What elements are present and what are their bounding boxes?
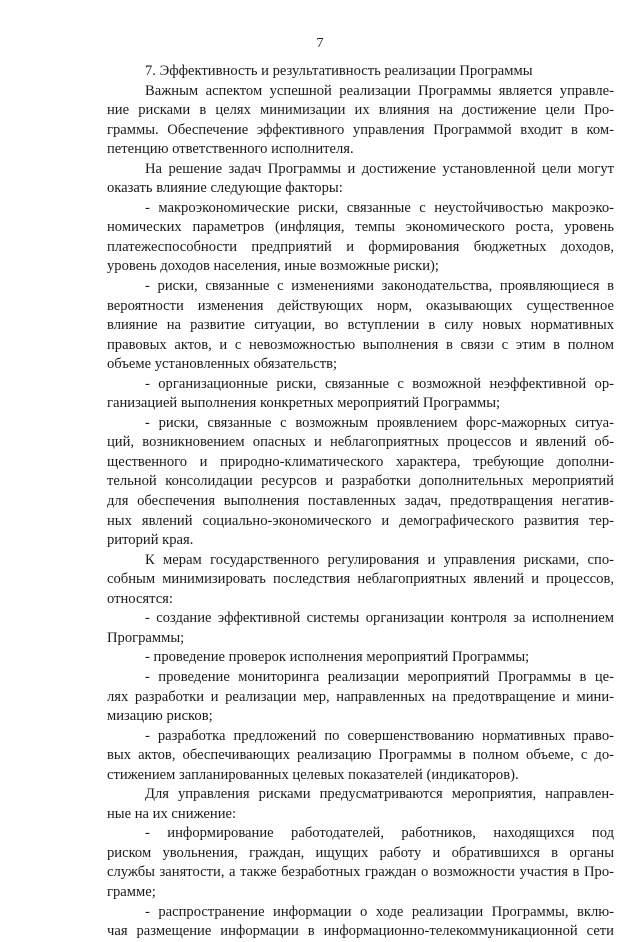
text-line: - проведение проверок исполнения мероприятий Программы;	[145, 649, 530, 666]
paragraph	[107, 414, 614, 551]
text-line: мизацию рисков;	[107, 708, 213, 725]
text-line: уровень доходов населения, иные возможные риски);	[107, 258, 439, 275]
paragraph	[107, 160, 614, 199]
text-line: - проведение мониторинга реализации мероприятий Программы в це-	[145, 668, 614, 685]
paragraph	[107, 668, 614, 727]
paragraph	[107, 277, 614, 375]
text-line: петенцию ответственного исполнителя.	[107, 141, 354, 158]
paragraph	[107, 824, 614, 902]
page-number: 7	[316, 36, 324, 51]
text-line: - разработка предложений по совершенствованию нормативных право-	[145, 727, 614, 744]
text-line: тельной консолидации ресурсов и разработки дополнительных мероприятий	[107, 473, 614, 490]
paragraph	[107, 199, 614, 277]
text-line: - макроэкономические риски, связанные с неустойчивостью макроэко-	[145, 199, 614, 216]
text-line: - организационные риски, связанные с возможной неэффективной ор-	[145, 375, 614, 392]
text-line: стижением запланированных целевых показателей (индикаторов).	[107, 766, 519, 783]
text-line: чая размещение информации в информационно-телекоммуникационной сети	[107, 923, 614, 940]
text-line: влияние на развитие ситуации, во вступлении в силу новых нормативных	[107, 317, 614, 334]
text-line: вероятности изменения действующих норм, оказывающих существенное	[107, 297, 614, 314]
text-line: ганизацией выполнения конкретных мероприятий Программы;	[107, 395, 501, 412]
text-line: собным минимизировать последствия неблагоприятных явлений и процессов,	[107, 571, 614, 588]
text-line: ных явлений социально-экономического и демографического развития тер-	[107, 512, 614, 529]
text-line: объеме установленных обязательств;	[107, 356, 338, 373]
text-line: риторий края.	[107, 532, 194, 549]
text-line: - риски, связанные с возможным проявлением форс-мажорных ситуа-	[145, 414, 614, 431]
text-line: вых актов, обеспечивающих реализацию Программы в полном объеме, с до-	[107, 747, 614, 764]
document-body	[107, 62, 614, 942]
text-line: - информирование работодателей, работников, находящихся под	[145, 825, 614, 842]
text-line: лях разработки и реализации мер, направленных на предотвращение и мини-	[107, 688, 614, 705]
text-line: - распространение информации о ходе реализации Программы, вклю-	[145, 903, 614, 920]
text-line: щественного и природно-климатического характера, требующие дополни-	[107, 453, 614, 470]
paragraph	[107, 551, 614, 610]
paragraph	[107, 727, 614, 786]
section-heading	[107, 62, 614, 82]
text-line: 7. Эффективность и результативность реализации Программы	[145, 63, 533, 79]
text-line: платежеспособности предприятий и формирования бюджетных доходов,	[107, 238, 614, 255]
text-line: ций, возникновением опасных и неблагоприятных процессов и явлений об-	[107, 434, 614, 451]
text-line: На решение задач Программы и достижение установленной цели могут	[145, 160, 614, 177]
text-line: Для управления рисками предусматриваются мероприятия, направлен-	[145, 786, 614, 803]
text-line: риском увольнения, граждан, ищущих работу и обратившихся в органы	[107, 844, 614, 861]
paragraph	[107, 609, 614, 648]
paragraph	[107, 785, 614, 824]
text-line: правовых актов, и с невозможностью выполнения в связи с этим в полном	[107, 336, 614, 353]
text-line: - риски, связанные с изменениями законодательства, проявляющиеся в	[145, 278, 614, 295]
text-line: ние рисками в целях минимизации их влияния на достижение цели Про-	[107, 102, 614, 119]
text-line: грамме;	[107, 883, 156, 900]
text-line: службы занятости, а также безработных граждан о возможности участия в Про-	[107, 864, 614, 881]
text-line: граммы. Обеспечение эффективного управления Программой входит в ком-	[107, 121, 614, 138]
text-line: оказать влияние следующие факторы:	[107, 180, 343, 197]
paragraph	[107, 903, 614, 942]
text-line: для обеспечения выполнения поставленных задач, предотвращения негатив-	[107, 493, 614, 510]
text-line: ные на их снижение:	[107, 805, 237, 822]
text-line: номических параметров (инфляция, темпы экономического роста, уровень	[107, 219, 614, 236]
text-line: Важным аспектом успешной реализации Программы является управле-	[145, 82, 614, 99]
paragraph	[107, 82, 614, 160]
paragraph	[107, 375, 614, 414]
text-line: - создание эффективной системы организации контроля за исполнением	[145, 610, 614, 627]
paragraph	[107, 648, 614, 668]
text-line: К мерам государственного регулирования и управления рисками, спо-	[145, 551, 614, 568]
text-line: Программы;	[107, 629, 185, 646]
text-line: относятся:	[107, 590, 173, 607]
